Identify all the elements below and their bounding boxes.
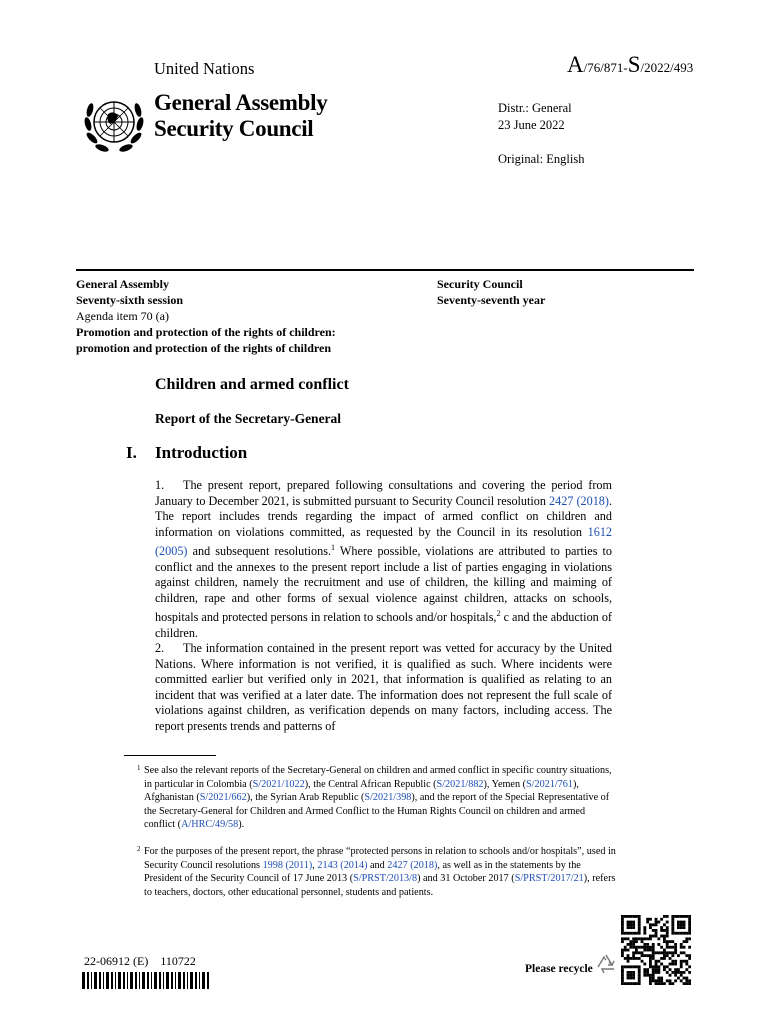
distribution: Distr.: General [498, 101, 572, 115]
please-recycle-text: Please recycle [525, 963, 593, 975]
link-s-prst-2017-21[interactable]: S/PRST/2017/21 [514, 873, 584, 884]
footnote-1-text: ). [238, 819, 245, 830]
link-s-2021-662[interactable]: S/2021/662 [199, 792, 247, 803]
report-subtitle: Report of the Secretary-General [155, 411, 342, 426]
paragraph-1-text: . The report includes trends regarding the impact of armed conflict on children and information on violations committed, as requested by the Council in its resolution [155, 493, 612, 539]
link-s-2021-1022[interactable]: S/2021/1022 [252, 778, 305, 790]
paragraph-1-text: c and the abduction of children. [155, 610, 612, 640]
un-emblem-icon [80, 90, 148, 158]
paragraph-2 [155, 641, 612, 734]
paragraph-1-text: The present report, prepared following consultations and covering the period from January to December 2021, is submitted pursuant to Security Council resolution [155, 478, 612, 508]
org-name: United Nations [154, 59, 255, 78]
meta-ga-body: General Assembly [76, 277, 169, 291]
symbol-a: A [567, 52, 584, 77]
original-language: Original: English [498, 152, 585, 166]
footnote-1-text: ), and the report of the Special Representative of the Secretary-General for Children and Armed Conflict to the Human Rights Council on children and armed conflict ( [144, 792, 610, 830]
footnote-1-text: ), the Central African Republic ( [304, 778, 437, 790]
footnote-1-text: ), Yemen ( [483, 778, 526, 790]
footnote-2-mark: 2 [137, 845, 141, 853]
footnote-1 [137, 764, 618, 832]
header-divider [76, 269, 694, 271]
link-s-2021-761[interactable]: S/2021/761 [525, 778, 573, 790]
distribution-block [498, 100, 584, 168]
meta-ga-agenda: Agenda item 70 (a) [76, 309, 169, 323]
paragraph-2-number: 2. [155, 641, 165, 655]
footnote-2 [137, 845, 618, 899]
paragraph-2-text: The information contained in the present report was vetted for accuracy by the United Nations. Where information is not verified, it is qualified as such. Where incidents were committed earlier but verified only in 2021, that information is qualified as relating to an incident that was verified at a later date. The information does not represent the full scale of violations against children, as verification depends on many factors, including access. The report presents trends and patterns of [155, 641, 612, 733]
paragraph-1-number: 1. [155, 478, 165, 492]
footnote-2-text: ) and 31 October 2017 ( [417, 873, 515, 884]
paragraph-1-text: Where possible, violations are attributed to parties to conflict and the annexes to the present report include a list of parties engaging in violations against children, namely the recruitment and use of children, the killing and maiming of children, rape and other forms of sexual violence against children, attacks on schools, hospitals and protected persons in relation to schools and/or hospitals, [155, 544, 612, 625]
link-s-2021-398[interactable]: S/2021/398 [364, 792, 412, 803]
footnote-ref-2[interactable]: 2 [496, 609, 501, 619]
meta-general-assembly [76, 276, 336, 356]
meta-ga-session: Seventy-sixth session [76, 293, 184, 307]
meta-ga-item-line1: Promotion and protection of the rights of children: [76, 325, 336, 339]
section-number: I. [126, 443, 137, 462]
footnote-2-text: ), refers to teachers, doctors, other educational personnel, students and patients. [144, 873, 616, 898]
barcode-icon [82, 972, 210, 989]
link-a-hrc-49-58[interactable]: A/HRC/49/58 [181, 819, 239, 830]
link-resolution-2427-fn[interactable]: 2427 (2018) [387, 859, 438, 871]
document-number: 22-06912 (E) 110722 [84, 954, 196, 968]
footnote-1-text: ), the Syrian Arab Republic ( [246, 792, 365, 803]
paragraph-1-text: and subsequent resolutions. [187, 544, 332, 559]
recycle-icon [593, 952, 619, 978]
organ-general-assembly: General Assembly [154, 90, 328, 115]
footnote-ref-1[interactable]: 1 [331, 543, 336, 552]
meta-sc-body: Security Council [437, 277, 523, 291]
footnote-1-mark: 1 [137, 764, 141, 772]
footnote-2-text: , [312, 859, 318, 871]
issue-date: 23 June 2022 [498, 118, 565, 132]
paragraph-1 [155, 478, 612, 641]
link-resolution-1612[interactable]: 1612 (2005) [155, 524, 612, 559]
link-s-2021-882[interactable]: S/2021/882 [436, 778, 484, 790]
link-s-prst-2013-8[interactable]: S/PRST/2013/8 [353, 873, 418, 884]
symbol-s: S [627, 52, 641, 77]
footnote-2-text: and [367, 859, 388, 871]
qr-code-icon [621, 915, 691, 985]
footnote-divider [124, 755, 216, 756]
meta-ga-item-line2: promotion and protection of the rights of children [76, 341, 332, 355]
link-resolution-2143[interactable]: 2143 (2014) [317, 859, 368, 871]
meta-sc-year: Seventy-seventh year [437, 293, 546, 307]
meta-security-council [437, 276, 545, 308]
footnote-1-text: ), Afghanistan ( [144, 778, 579, 803]
document-symbol [567, 52, 693, 78]
organs-title [154, 90, 327, 142]
link-resolution-1998[interactable]: 1998 (2011) [262, 859, 313, 871]
section-title: Introduction [155, 443, 248, 462]
footnote-1-text: See also the relevant reports of the Secretary-General on children and armed conflict in specific country situations, in particular in Colombia ( [144, 765, 612, 790]
footnote-2-text: , as well as in the statements by the President of the Security Council of 17 June 2013 ( [144, 859, 581, 884]
symbol-a-number: /76/871- [583, 60, 628, 75]
report-title: Children and armed conflict [155, 376, 349, 393]
footnote-2-text: For the purposes of the present report, the phrase “protected persons in relation to schools and/or hospitals”, used in Security Council resolutions [144, 846, 616, 871]
symbol-s-number: /2022/493 [640, 60, 694, 75]
organ-security-council: Security Council [154, 116, 314, 141]
link-resolution-2427[interactable]: 2427 (2018) [549, 493, 609, 508]
